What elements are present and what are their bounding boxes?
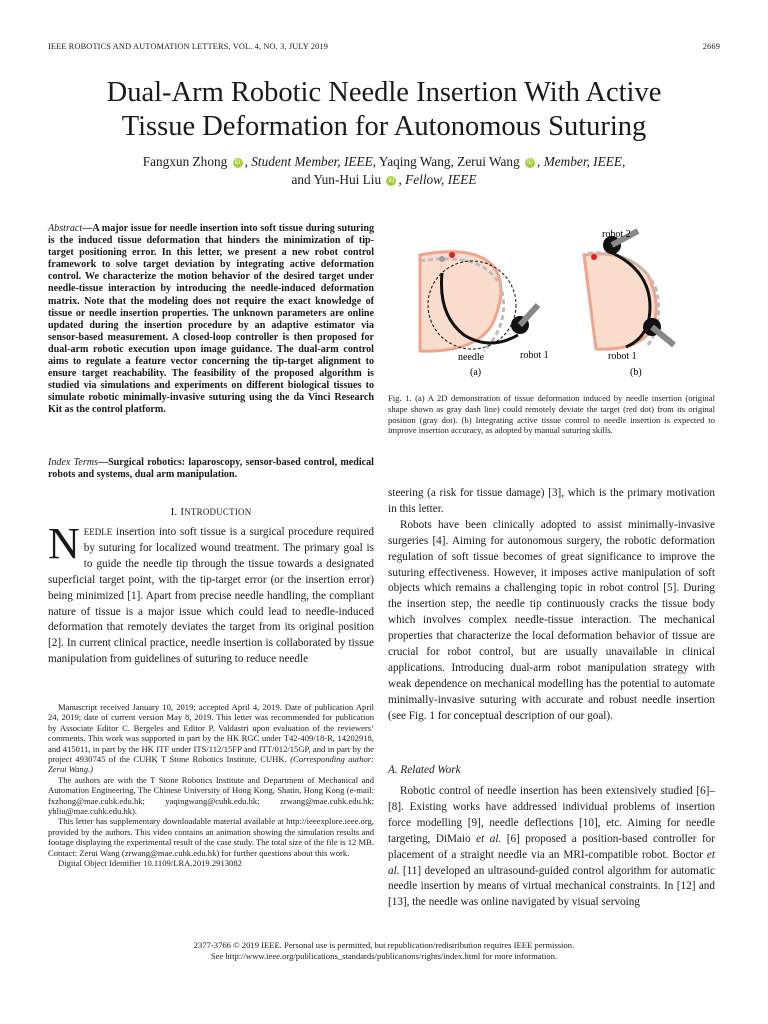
orcid-icon[interactable]: iD xyxy=(233,158,243,168)
subsection-heading-related-work: A. Related Work xyxy=(388,764,461,776)
panel-b xyxy=(584,229,674,378)
label-a: (a) xyxy=(470,367,482,378)
author-1: Fangxun Zhong xyxy=(142,154,228,169)
title-line-2: Tissue Deformation for Autonomous Suturing xyxy=(121,111,647,142)
index-terms xyxy=(48,457,374,481)
label-robot-1-a: robot 1 xyxy=(520,350,549,361)
paragraph-continuation: steering (a risk for tissue damage) [3], which is the primary motivation in this letter. xyxy=(388,487,715,515)
intro-continued xyxy=(388,486,715,725)
author-1-role: Student Member, IEEE, xyxy=(251,154,377,169)
author-list: Fangxun Zhong iD , Student Member, IEEE, Yaqing Wang, Zerui Wang iD , Member, IEEE, and Yun-Hui Liu iD , Fellow, IEEE xyxy=(142,154,626,187)
tissue-deformed xyxy=(420,252,501,351)
author-2: Yaqing Wang, Zerui Wang xyxy=(378,154,520,169)
title-line-1: Dual-Arm Robotic Needle Insertion With Active xyxy=(106,77,662,108)
target-dot-b xyxy=(591,254,597,260)
section-heading-introduction: I. INTRODUCTION xyxy=(170,506,252,518)
footnotes xyxy=(48,702,374,869)
copyright-notice xyxy=(40,940,728,962)
label-b: (b) xyxy=(630,367,642,378)
footnote-affiliation: The authors are with the T Stone Robotics Institute and Department of Mechanical and Automation Engineering, The Chinese University of Hong Kong, Shatin, Hong Kong (e-mail: fxzhong@mae.cuhk.edu.hk; yaqingwang@cuhk.edu.hk; zrwang@mae.cuhk.edu.hk; yhliu@mae.cuhk.edu.hk). xyxy=(48,774,374,817)
abstract xyxy=(48,223,374,417)
page-number: 2669 xyxy=(702,42,720,51)
footnote-manuscript: Manuscript received January 10, 2019; accepted April 4, 2019. Date of publication April 24, 2019; date of current version May 8, 2019. This letter was recommended for publication by Associate Editor C. Bergeles and Editor P. Valdastri upon evaluation of the reviewers’ comments. This work was supported in part by the HK RGC under T42-409/18-R, 14202918, and 415011, in part by the HK ITF under ITS/112/15FP and ITT/012/15GP, and in part by the project 4930745 of the CUHK T Stone Robotics Institute, CUHK. (Corresponding author: Zerui Wang.) xyxy=(48,702,374,775)
abstract-text: —A major issue for needle insertion into soft tissue during suturing is the induced tissue deformation that hinders the minimization of tip-target positioning error. In this letter, we present a new robot control framework to solve target deviation by integrating active deformation control. We characterize the motion behavior of the desired target under needle-tissue interaction by introducing the needle-induced deformation matrix. Note that the modeling does not require the exact knowledge of tissue or needle insertion properties. The unknown parameters are online updated during the insertion procedure by an adaptive estimator via sensor-based measurement. A closed-loop controller is then proposed for dual-arm robotic execution upon image guidance. The dual-arm control aims to regulate a feature vector concerning the tip-target alignment to ensure target reachability. The feasibility of the proposed algorithm is studied via simulations and experiments on different biological tissues to simulate robotic minimally-invasive suturing using the da Vinci Research Kit as the control platform. xyxy=(48,223,374,416)
figure-1-caption: Fig. 1. (a) A 2D demonstration of tissue deformation induced by needle insertion (original shape shown as gray dash line) could remotely deviate the target (red dot) from its original position (gray dot). (b) Integrating active tissue control to needle insertion is expected to improve insertion accuracy, as adopted by manual suturing skills. xyxy=(388,393,715,436)
footnote-doi: Digital Object Identifier 10.1109/LRA.2019.2913082 xyxy=(58,858,242,869)
tissue-deformed-b xyxy=(584,254,656,349)
copyright-line-2: See http://www.ieee.org/publications_standards/publications/rights/index.html for more information. xyxy=(210,951,558,961)
related-work-paragraph: Robotic control of needle insertion has been extensively studied [6]–[8]. Existing works have addressed individual problems of insertion force modelling [9], needle deflections [10], etc. Aiming for needle targeting, DiMaio et al. [6] proposed a position-based controller for placement of a straight needle via an MRI-compatible robot. Boctor et al. [11] developed an ultrasound-guided control algorithm for automatic needle insertion by means of virtual mechanical constraints. In [12] and [13], the needle was online navigated by visual servoing xyxy=(388,785,716,909)
panel-a xyxy=(420,252,549,378)
copyright-line-1: 2377-3766 © 2019 IEEE. Personal use is permitted, but republication/redistribution requires IEEE permission. xyxy=(193,940,575,950)
paragraph-robots: Robots have been clinically adopted to assist minimally-invasive surgeries [4]. Aiming for autonomous surgery, the robotic deformation regulation of soft tissue becomes of great significance to improve the suturing effectiveness. However, it imposes active manipulation of soft objects which remains a challenging topic in robot control [5]. During the insertion step, the needle tip continuously cracks the tissue body which involves complex needle-tissue interaction. The mechanical properties that characterize the local deformation behavior of tissue are crucial for robot control, but are usually unavailable in clinical applications. Introducing dual-arm robot manipulation strategy with weak dependence on mechanical modelling has the potential to automate minimally-invasive suturing with accurate and robust needle insertion (see Fig. 1 for conceptual description of our goal). xyxy=(388,518,715,722)
orcid-icon[interactable]: iD xyxy=(525,158,535,168)
intro-text: insertion into soft tissue is a surgical procedure required by suturing for localized wound treatment. The primary goal is to guide the needle tip through the tissue towards a designated superficial target point, with the tip-target error (or the insertion error) being minimized [1]. Apart from precise needle handling, the compliant nature of tissue is a major issue which could lead to needle-induced deformation that remotely deviates the target from its original position [2]. In current clinical practice, needle insertion is collaborated by tissue manipulation from guidelines of suturing to reduce needle xyxy=(48,526,374,666)
target-dot xyxy=(449,252,455,258)
label-robot-1-b: robot 1 xyxy=(608,351,637,362)
footnote-supplementary: This letter has supplementary downloadable material available at http://ieeexplore.ieee.org, provided by the authors. This video contains an animation showing the simulation results and footage displaying the experimental result of the case study. The total size of the file is 12 MB. Contact: Zerui Wang (zrwang@mae.cuhk.edu.hk) for further questions about this work. xyxy=(48,816,374,858)
abstract-label: Abstract xyxy=(48,223,83,234)
label-robot-2: robot 2 xyxy=(602,229,631,240)
index-terms-label: Index Terms xyxy=(48,457,98,468)
running-header xyxy=(48,42,720,51)
paper-title xyxy=(40,76,728,144)
intro-lead: EEDLE xyxy=(83,527,113,537)
journal-name: IEEE ROBOTICS AND AUTOMATION LETTERS, VOL. 4, NO. 3, JULY 2019 xyxy=(48,42,329,51)
orcid-icon[interactable]: iD xyxy=(386,176,396,186)
target-original-dot xyxy=(439,256,445,262)
label-needle: needle xyxy=(458,352,485,363)
introduction-paragraph xyxy=(48,519,374,668)
drop-cap: N xyxy=(48,519,80,568)
author-3-role: Fellow, IEEE xyxy=(405,172,477,187)
figure-1 xyxy=(412,225,700,385)
author-3: and Yun-Hui Liu xyxy=(291,172,382,187)
index-terms-text: —Surgical robotics: laparoscopy, sensor-based control, medical robots and systems, dual arm manipulation. xyxy=(48,457,374,481)
author-2-role: Member, IEEE, xyxy=(543,154,626,169)
figure-1-illustration xyxy=(412,225,700,385)
